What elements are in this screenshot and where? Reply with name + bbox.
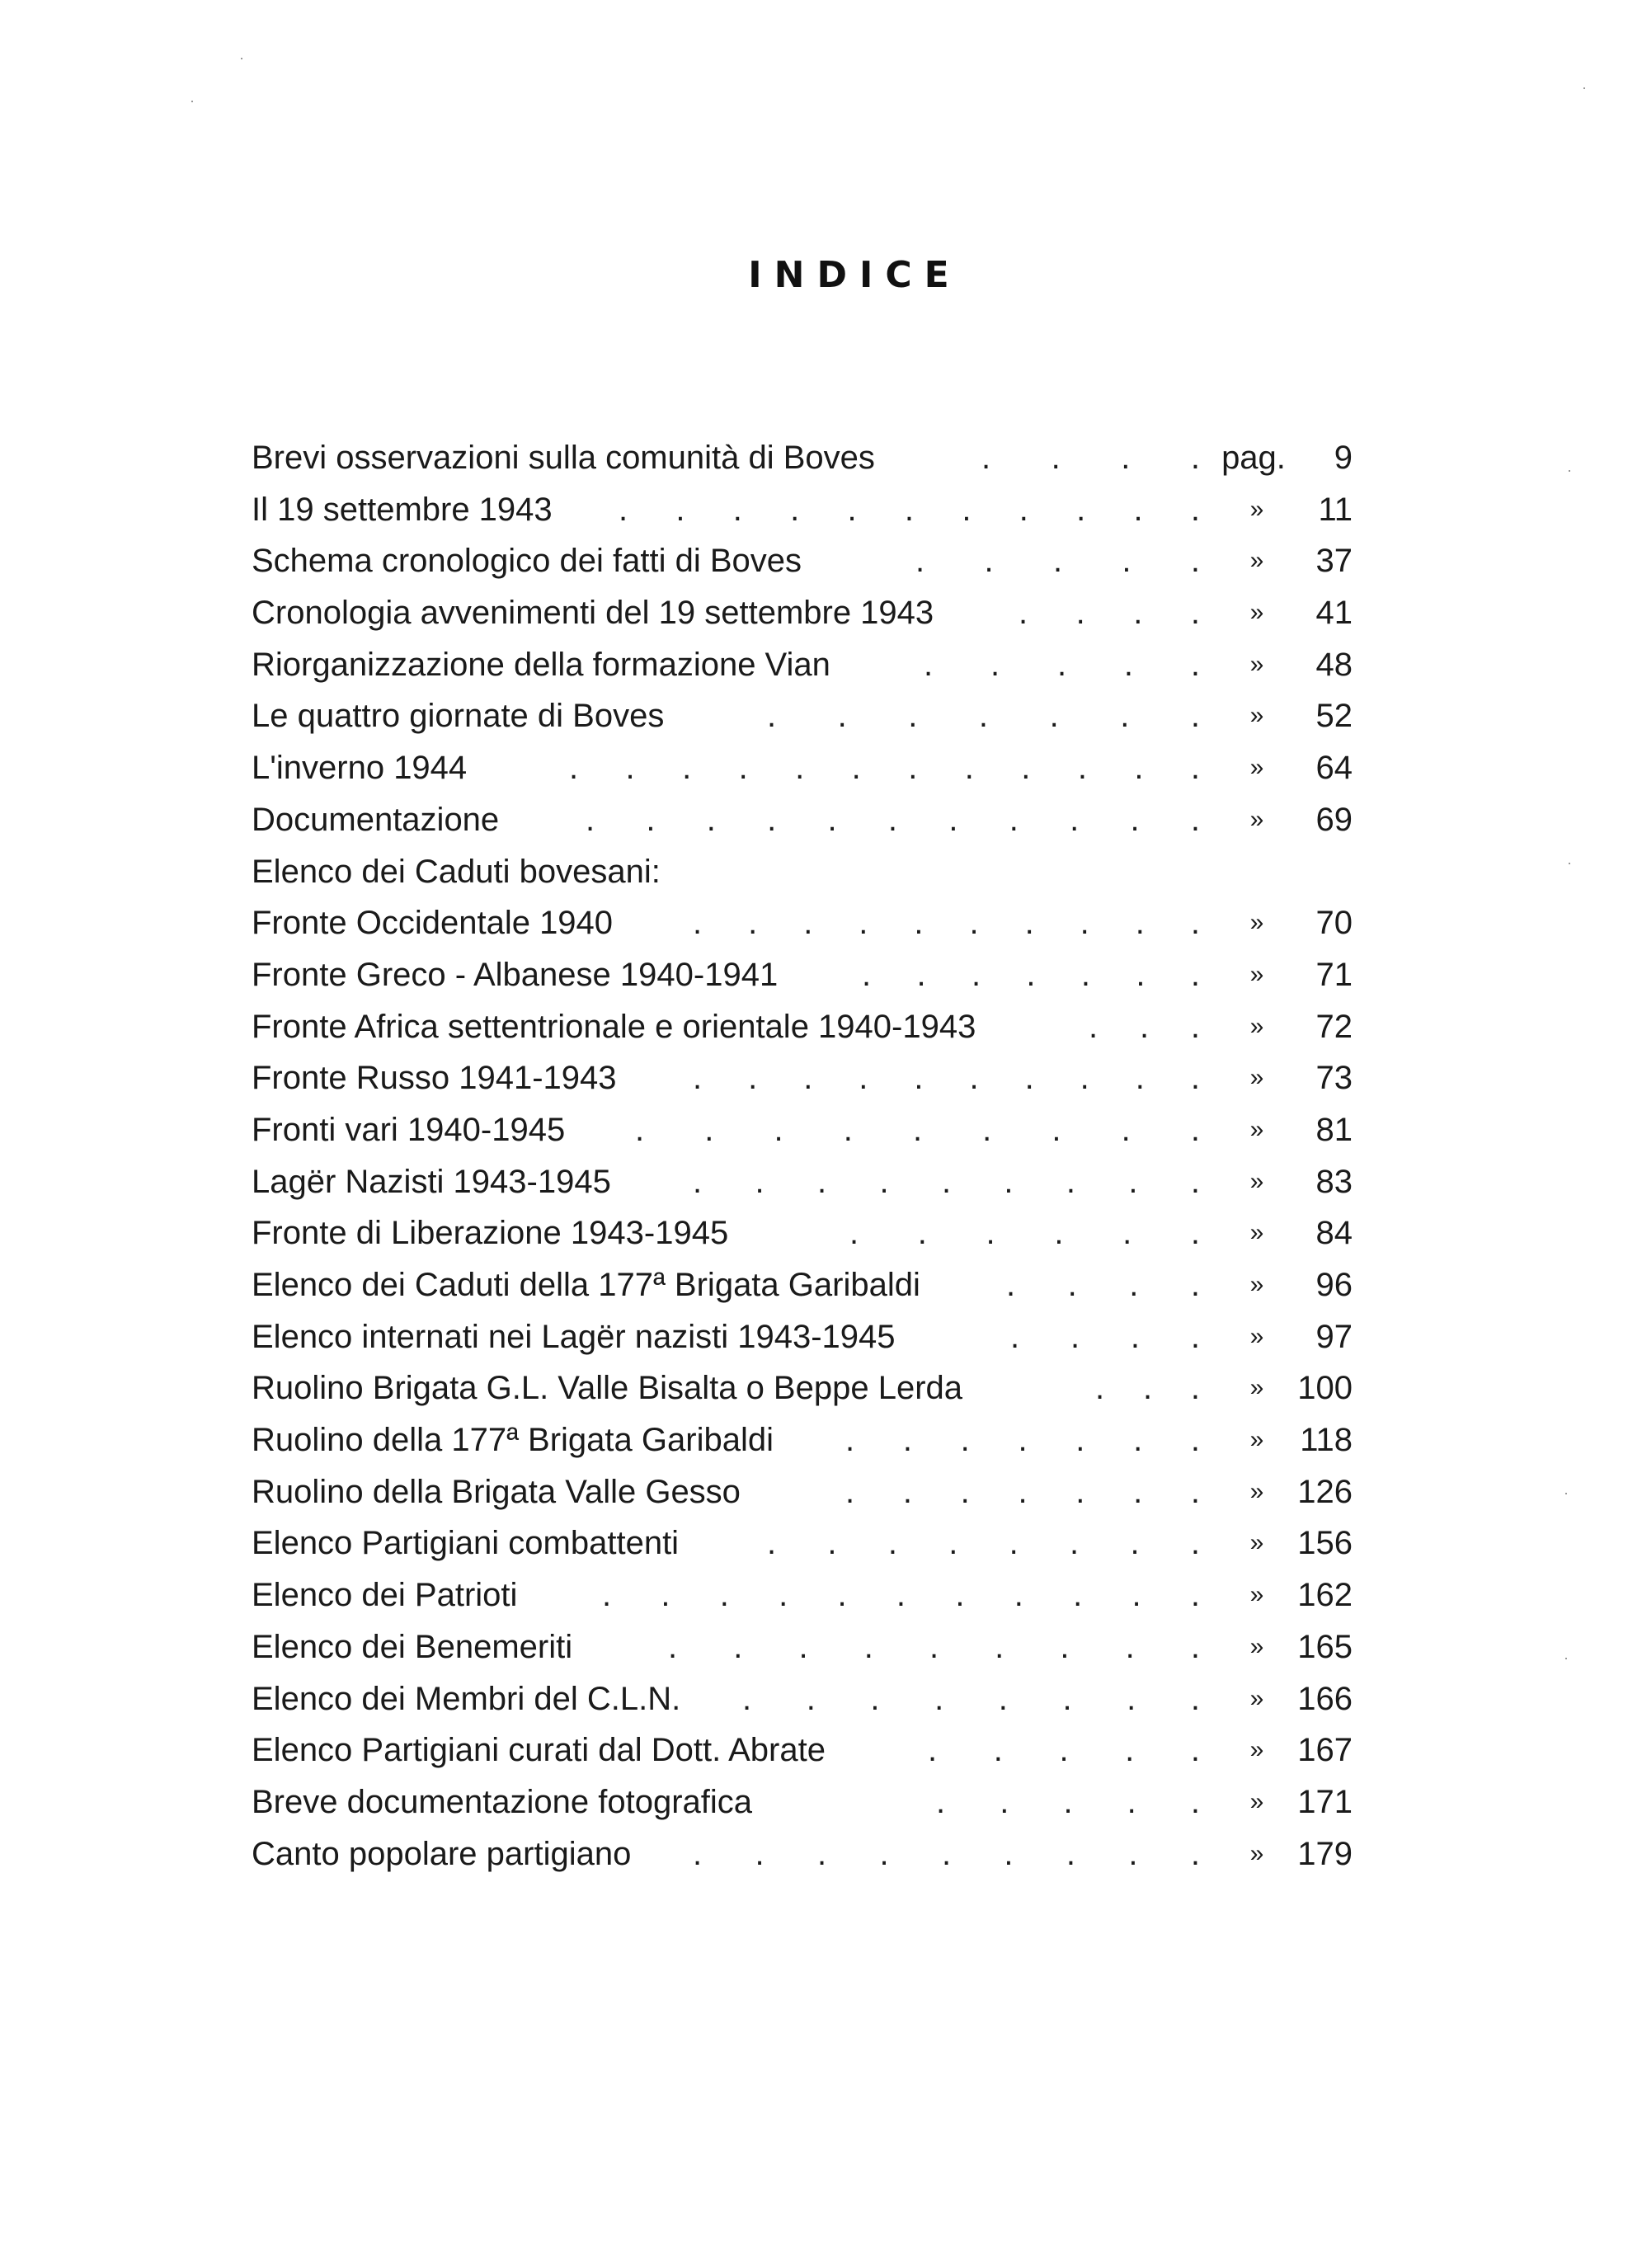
toc-entry-title: Brevi osservazioni sulla comunità di Boves (252, 440, 875, 476)
ditto-mark: » (1249, 1581, 1264, 1609)
toc-entry-title: Ruolino della 177ª Brigata Garibaldi (252, 1422, 774, 1459)
ditto-mark: » (1249, 909, 1264, 937)
toc-page-number: 83 (1315, 1163, 1353, 1200)
ditto-mark: » (1249, 1374, 1264, 1402)
toc-entry (252, 1517, 1353, 1569)
toc-dot-leader: . . . . . . (849, 1215, 1226, 1252)
toc-page-number: 97 (1315, 1318, 1353, 1355)
scan-speck: · (1582, 79, 1587, 96)
ditto-mark: » (1249, 1632, 1264, 1660)
ditto-mark: » (1249, 702, 1264, 730)
toc-page-number: 162 (1297, 1577, 1353, 1614)
toc-entry (252, 1156, 1353, 1208)
toc-dot-leader: . . . . . (924, 646, 1225, 683)
toc-entry-title: Schema cronologico dei fatti di Boves (252, 543, 802, 580)
toc-dot-leader: . . . . . (936, 1783, 1223, 1820)
ditto-mark: » (1249, 1787, 1264, 1815)
toc-entry-title: Ruolino della Brigata Valle Gesso (252, 1473, 741, 1510)
scan-speck: · (1564, 1485, 1569, 1501)
toc-entry (252, 1466, 1353, 1518)
ditto-mark: » (1249, 495, 1264, 523)
toc-dot-leader: . . . . . . . (845, 1473, 1220, 1510)
toc-dot-leader: . . . . (1010, 1318, 1221, 1355)
toc-entry (252, 846, 1353, 898)
toc-dot-leader: . . . . . . . (767, 698, 1226, 735)
toc-dot-leader: . . . . (1006, 1267, 1222, 1303)
toc-entry (252, 432, 1353, 484)
table-of-contents (252, 432, 1353, 1880)
toc-entry (252, 1311, 1353, 1363)
toc-page-number: 69 (1315, 801, 1353, 838)
toc-entry-title: Fronte di Liberazione 1943-1945 (252, 1215, 729, 1252)
toc-dot-leader: . . . . . (928, 1732, 1224, 1769)
toc-entry (252, 1569, 1353, 1621)
toc-entry (252, 949, 1353, 1001)
toc-entry-title: Fronte Russo 1941-1943 (252, 1060, 617, 1097)
toc-entry (252, 1362, 1353, 1414)
toc-entry-title: Elenco dei Benemeriti (252, 1628, 573, 1665)
ditto-mark: » (1249, 1839, 1264, 1867)
toc-entry (252, 1207, 1353, 1259)
toc-entry (252, 1104, 1353, 1156)
toc-entry-title: Fronte Greco - Albanese 1940-1941 (252, 956, 779, 993)
toc-entry-title: Elenco Partigiani combattenti (252, 1525, 680, 1562)
toc-dot-leader: . . . . . . . . . (635, 1111, 1226, 1148)
page-abbreviation: pag. (1221, 440, 1286, 476)
toc-page-number: 70 (1315, 905, 1353, 942)
toc-entry-title: Canto popolare partigiano (252, 1835, 632, 1872)
ditto-mark: » (1249, 599, 1264, 627)
toc-dot-leader: . . . . . . . . . . (693, 905, 1219, 942)
page-title: INDICE (748, 254, 962, 296)
toc-dot-leader: . . . . . . . . . (668, 1628, 1224, 1665)
toc-entry (252, 1259, 1353, 1311)
toc-entry (252, 1001, 1353, 1053)
ditto-mark: » (1249, 960, 1264, 988)
ditto-mark: » (1249, 1477, 1264, 1505)
toc-page-number: 126 (1297, 1473, 1353, 1510)
toc-page-number: 100 (1297, 1370, 1353, 1407)
toc-entry (252, 587, 1353, 639)
ditto-mark: » (1249, 1167, 1264, 1195)
toc-dot-leader: . . . . (981, 440, 1226, 476)
toc-entry (252, 639, 1353, 691)
toc-page-number: 171 (1297, 1783, 1353, 1820)
toc-page-number: 37 (1315, 543, 1353, 580)
toc-page-number: 71 (1315, 956, 1353, 993)
ditto-mark: » (1249, 1064, 1264, 1092)
scan-speck: · (239, 49, 244, 66)
toc-entry-title: Fronte Occidentale 1940 (252, 905, 614, 942)
toc-dot-leader: . . . . . . . . . (693, 1163, 1222, 1200)
toc-page-number: 52 (1315, 698, 1353, 735)
toc-dot-leader: . . . . (1019, 595, 1220, 632)
toc-page-number: 96 (1315, 1267, 1353, 1303)
toc-page-number: 156 (1297, 1525, 1353, 1562)
scan-speck: · (1567, 854, 1572, 871)
toc-dot-leader: . . . . . . . . (742, 1680, 1223, 1717)
ditto-mark: » (1249, 1736, 1264, 1764)
toc-page-number: 118 (1300, 1422, 1353, 1459)
ditto-mark: » (1249, 805, 1264, 833)
toc-entry (252, 1828, 1353, 1880)
ditto-mark: » (1249, 1271, 1264, 1298)
ditto-mark: » (1249, 547, 1264, 575)
toc-page-number: 73 (1315, 1060, 1353, 1097)
ditto-mark: » (1249, 1115, 1264, 1143)
toc-entry (252, 897, 1353, 949)
toc-entry-title: Elenco dei Caduti bovesani: (252, 853, 661, 890)
ditto-mark: » (1249, 754, 1264, 782)
toc-page-number: 167 (1297, 1732, 1353, 1769)
toc-page-number: 48 (1315, 646, 1353, 683)
toc-dot-leader: . . . . . . . . . . . . (569, 750, 1220, 787)
toc-dot-leader: . . . . . . . (845, 1422, 1220, 1459)
toc-entry-title: Documentazione (252, 801, 500, 838)
toc-entry (252, 690, 1353, 742)
toc-dot-leader: . . . . . . . . . . (693, 1060, 1219, 1097)
scan-speck: · (1567, 462, 1572, 478)
toc-entry (252, 535, 1353, 587)
toc-dot-leader: . . . . . . . (862, 956, 1219, 993)
toc-page-number: 84 (1315, 1215, 1353, 1252)
toc-page-number: 165 (1297, 1628, 1353, 1665)
toc-page-number: 179 (1297, 1835, 1353, 1872)
toc-page-number: 64 (1315, 750, 1353, 787)
ditto-mark: » (1249, 1219, 1264, 1247)
ditto-mark: » (1249, 1426, 1264, 1454)
ditto-mark: » (1249, 1684, 1264, 1712)
toc-entry (252, 1673, 1353, 1725)
toc-entry-title: Riorganizzazione della formazione Vian (252, 646, 830, 683)
toc-dot-leader: . . . . . . . . (767, 1525, 1221, 1562)
toc-entry-title: Fronti vari 1940-1945 (252, 1111, 566, 1148)
toc-page-number: 9 (1334, 440, 1353, 476)
toc-dot-leader: . . . (1095, 1370, 1215, 1407)
toc-dot-leader: . . . (1089, 1008, 1216, 1045)
toc-entry (252, 484, 1353, 536)
toc-entry (252, 742, 1353, 794)
toc-entry-title: Elenco dei Membri del C.L.N. (252, 1680, 681, 1717)
ditto-mark: » (1249, 1012, 1264, 1040)
toc-dot-leader: . . . . . . . . . . . (602, 1577, 1221, 1614)
scan-speck: · (1564, 1649, 1569, 1666)
toc-page-number: 41 (1315, 595, 1353, 632)
toc-entry-title: Fronte Africa settentrionale e orientale 1940-1943 (252, 1008, 976, 1045)
scan-speck: · (190, 92, 195, 109)
toc-dot-leader: . . . . . . . . . . . (619, 491, 1220, 528)
toc-entry-title: Lagër Nazisti 1943-1945 (252, 1163, 611, 1200)
toc-dot-leader: . . . . . . . . . . . (586, 801, 1221, 838)
toc-entry (252, 1776, 1353, 1828)
toc-dot-leader: . . . . . . . . . (693, 1835, 1222, 1872)
toc-entry (252, 1052, 1353, 1104)
toc-entry (252, 1725, 1353, 1776)
ditto-mark: » (1249, 1529, 1264, 1557)
toc-entry-title: Elenco Partigiani curati dal Dott. Abrate (252, 1732, 826, 1769)
toc-page-number: 72 (1315, 1008, 1353, 1045)
ditto-mark: » (1249, 650, 1264, 678)
toc-entry-title: Elenco internati nei Lagër nazisti 1943-1945 (252, 1318, 896, 1355)
toc-page-number: 11 (1318, 491, 1353, 528)
toc-page-number: 81 (1315, 1111, 1353, 1148)
toc-dot-leader: . . . . . (915, 543, 1226, 580)
toc-entry-title: Il 19 settembre 1943 (252, 491, 553, 528)
toc-entry (252, 1414, 1353, 1466)
toc-entry-title: Ruolino Brigata G.L. Valle Bisalta o Beppe Lerda (252, 1370, 963, 1407)
toc-entry (252, 1621, 1353, 1673)
toc-entry-title: Elenco dei Caduti della 177ª Brigata Garibaldi (252, 1267, 920, 1303)
toc-entry-title: Le quattro giornate di Boves (252, 698, 665, 735)
toc-entry (252, 794, 1353, 846)
toc-entry-title: L'inverno 1944 (252, 750, 468, 787)
toc-entry-title: Breve documentazione fotografica (252, 1783, 753, 1820)
toc-entry-title: Cronologia avvenimenti del 19 settembre 1943 (252, 595, 934, 632)
toc-page-number: 166 (1297, 1680, 1353, 1717)
ditto-mark: » (1249, 1322, 1264, 1350)
toc-entry-title: Elenco dei Patrioti (252, 1577, 518, 1614)
